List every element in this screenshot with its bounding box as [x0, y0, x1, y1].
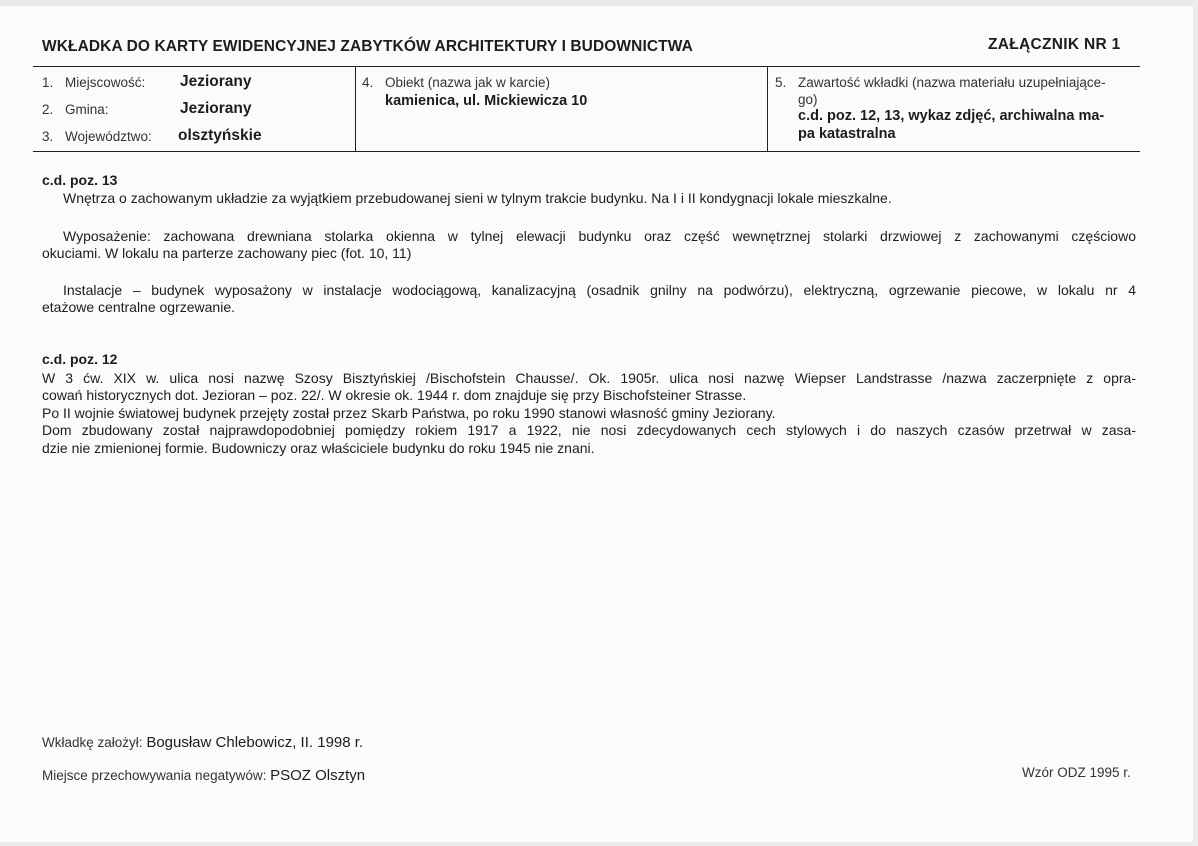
- section-13-paragraph-2-line1: Wyposażenie: zachowana drewniana stolarka okienna w tylnej elewacji budynku oraz część wewnętrznej stolarki drzwiowej z zachowanymi częściowo: [63, 228, 1136, 244]
- field-1-number: 1.: [42, 75, 54, 90]
- field-3-value: olsztyńskie: [178, 127, 262, 144]
- section-12-heading: c.d. poz. 12: [42, 351, 118, 367]
- section-12-line-5: dzie nie zmienionej formie. Budowniczy oraz właściciele budynku do roku 1945 nie znani.: [42, 440, 595, 456]
- field-2-label: Gmina:: [65, 102, 109, 117]
- template-version: Wzór ODZ 1995 r.: [1022, 765, 1131, 780]
- attachment-number: ZAŁĄCZNIK NR 1: [988, 36, 1121, 53]
- author-label: Wkładkę założył:: [42, 735, 143, 750]
- field-4-value: kamienica, ul. Mickiewicza 10: [385, 93, 588, 109]
- field-5-value-line2: pa katastralna: [798, 126, 896, 142]
- storage-label: Miejsce przechowywania negatywów:: [42, 768, 267, 783]
- table-bottom-rule: [33, 151, 1140, 152]
- field-4-label: Obiekt (nazwa jak w karcie): [385, 75, 551, 90]
- section-13-paragraph-1: Wnętrza o zachowanym układzie za wyjątkiem przebudowanej sieni w tylnym trakcie budynku. Na I i II kondygnacji lokale mieszkalne.: [63, 190, 892, 206]
- section-13-paragraph-3-line2: etażowe centralne ogrzewanie.: [42, 299, 236, 315]
- author-value: Bogusław Chlebowicz, II. 1998 r.: [146, 734, 364, 751]
- field-4-number: 4.: [362, 75, 374, 90]
- field-3-label: Województwo:: [65, 129, 152, 144]
- field-2-number: 2.: [42, 102, 54, 117]
- section-13-heading: c.d. poz. 13: [42, 172, 118, 188]
- author-line: [42, 734, 363, 751]
- section-12-line-1: W 3 ćw. XIX w. ulica nosi nazwę Szosy Bisztyńskiej /Bischofstein Chausse/. Ok. 1905r. ulica nosi nazwę Wiepser Landstrasse /nazwa zaczerpnięte z opra-: [42, 370, 1136, 386]
- field-5-label-line1: Zawartość wkładki (nazwa materiału uzupełniające-: [798, 75, 1106, 90]
- field-1-label: Miejscowość:: [65, 75, 146, 90]
- field-3-number: 3.: [42, 129, 54, 144]
- storage-value: PSOZ Olsztyn: [270, 767, 366, 784]
- section-12-line-2: cowań historycznych dot. Jezioran – poz. 22/. W okresie ok. 1944 r. dom znajduje się przy Bischofsteiner Strasse.: [42, 387, 747, 403]
- section-12-line-3: Po II wojnie światowej budynek przejęty został przez Skarb Państwa, po roku 1990 stanowi własność gminy Jeziorany.: [42, 405, 776, 421]
- field-5-value-line1: c.d. poz. 12, 13, wykaz zdjęć, archiwalna ma-: [798, 108, 1105, 124]
- scan-edge-bottom: [0, 842, 1198, 846]
- table-top-rule: [33, 66, 1140, 67]
- field-5-label-line2: go): [798, 92, 818, 107]
- document-title: WKŁADKA DO KARTY EWIDENCYJNEJ ZABYTKÓW ARCHITEKTURY I BUDOWNICTWA: [42, 38, 693, 55]
- section-12-line-4: Dom zbudowany został najprawdopodobniej pomiędzy rokiem 1917 a 1922, nie nosi zdecydowanych cech stylowych i do naszych czasów przetrwał w zasa-: [42, 422, 1136, 438]
- section-13-paragraph-2-line2: okuciami. W lokalu na parterze zachowany piec (fot. 10, 11): [42, 245, 412, 261]
- storage-line: [42, 767, 365, 784]
- column-divider-1: [355, 66, 356, 152]
- column-divider-2: [767, 66, 768, 152]
- field-2-value: Jeziorany: [180, 100, 252, 117]
- field-1-value: Jeziorany: [180, 73, 252, 90]
- section-13-paragraph-3-line1: Instalacje – budynek wyposażony w instalacje wodociągową, kanalizacyjną (osadnik gnilny na podwórzu), elektryczną, ogrzewanie piecowe, w lokalu nr 4: [63, 282, 1136, 298]
- scan-edge-top: [0, 0, 1198, 6]
- scan-edge-right: [1193, 0, 1198, 846]
- field-5-number: 5.: [775, 75, 787, 90]
